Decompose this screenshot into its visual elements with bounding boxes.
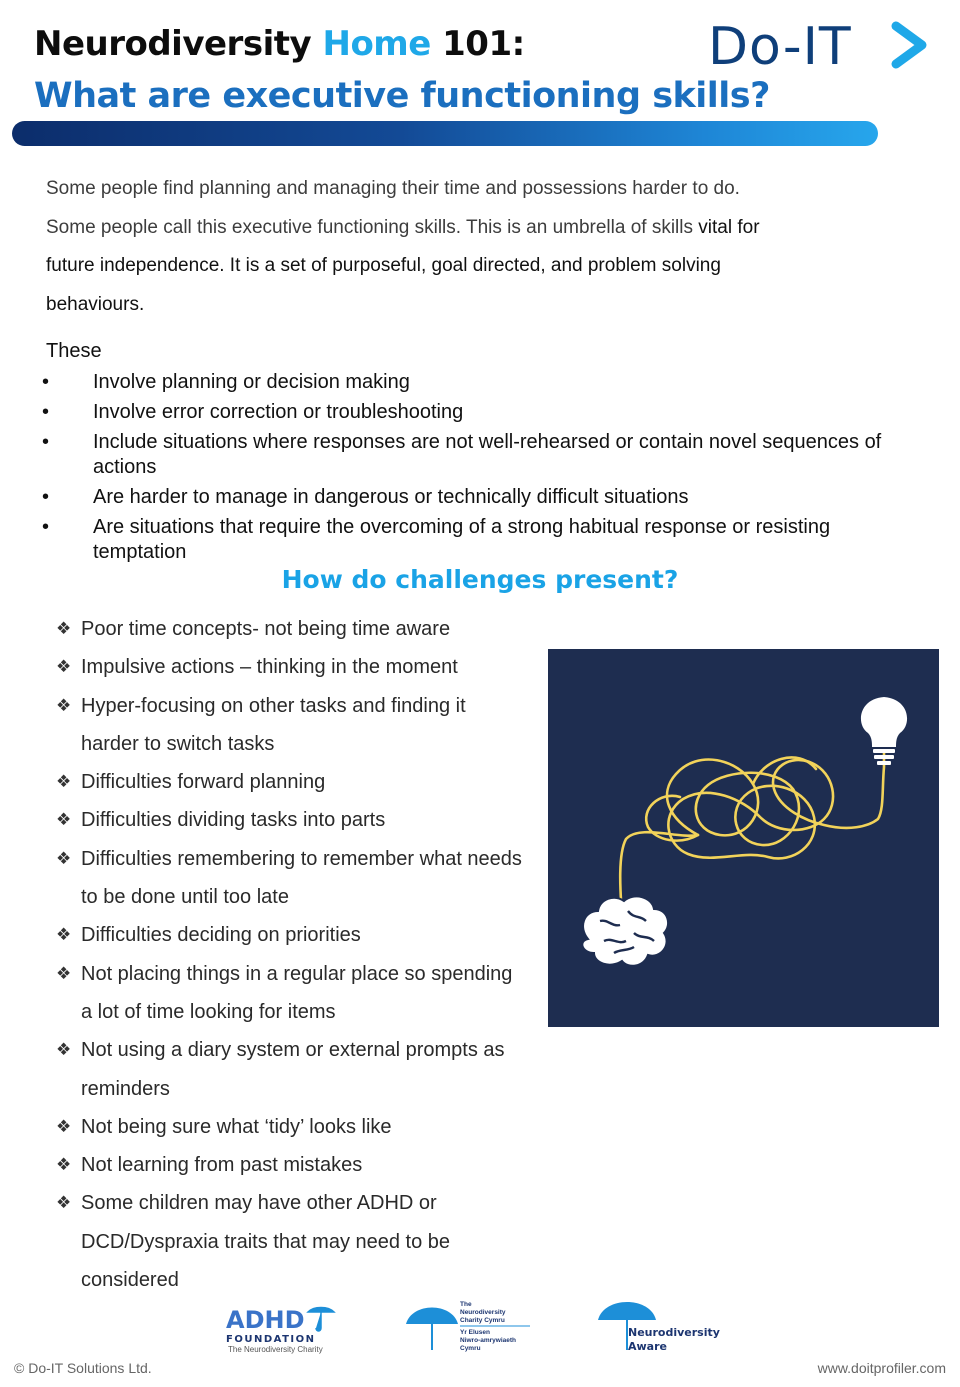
bullet-dot-icon: • bbox=[42, 431, 50, 453]
cymru-text: Charity Cymru bbox=[460, 1317, 505, 1324]
cymru-text: Neurodiversity bbox=[460, 1309, 506, 1316]
adhd-sub: FOUNDATION bbox=[226, 1334, 316, 1345]
bullet-dot-icon: • bbox=[42, 371, 50, 393]
aware-text: Neurodiversity bbox=[628, 1326, 720, 1339]
intro-line-part: Some people call this executive functioning skills. This is an umbrella of skills bbox=[46, 216, 699, 238]
diamond-bullet-icon: ❖ bbox=[56, 772, 72, 792]
list-item-text: Are harder to manage in dangerous or technically difficult situations bbox=[93, 486, 689, 508]
intro-line: future independence. It is a set of purposeful, goal directed, and problem solving bbox=[46, 255, 721, 276]
list-item bbox=[56, 610, 526, 648]
page-title bbox=[34, 24, 525, 64]
list-item bbox=[56, 763, 526, 801]
list-item-text: Involve error correction or troubleshooting bbox=[93, 401, 464, 423]
list-item bbox=[56, 1108, 526, 1146]
diamond-bullet-icon: ❖ bbox=[56, 1155, 72, 1175]
cymru-text: Cymru bbox=[460, 1345, 481, 1352]
intro-line bbox=[46, 209, 906, 248]
diamond-bullet-icon: ❖ bbox=[56, 619, 72, 638]
list-item bbox=[56, 840, 526, 917]
these-label: These bbox=[46, 340, 102, 362]
do-it-logo bbox=[708, 14, 930, 76]
cymru-text: Yr Elusen bbox=[460, 1329, 490, 1336]
logo-chevron-icon bbox=[896, 26, 922, 64]
bullet-dot-icon: • bbox=[42, 486, 50, 508]
footer-url[interactable]: www.doitprofiler.com bbox=[817, 1360, 946, 1376]
diamond-bullet-icon: ❖ bbox=[56, 1193, 72, 1213]
list-item bbox=[42, 370, 922, 395]
list-item bbox=[56, 1031, 526, 1108]
footer-copyright: © Do-IT Solutions Ltd. bbox=[14, 1360, 152, 1376]
intro-paragraph bbox=[46, 170, 906, 324]
cymru-text: Niwro-amrywiaeth bbox=[460, 1337, 516, 1344]
list-item bbox=[42, 400, 922, 425]
challenges-list bbox=[56, 610, 526, 1299]
list-item bbox=[56, 687, 526, 764]
list-item-text: Not using a diary system or external prompts as reminders bbox=[81, 1039, 505, 1100]
diamond-bullet-icon: ❖ bbox=[56, 848, 72, 868]
list-item-text: Poor time concepts- not being time aware bbox=[81, 618, 451, 640]
bullet-dot-icon: • bbox=[42, 516, 50, 538]
list-item-text: Are situations that require the overcoming of a strong habitual response or resisting temptation bbox=[93, 516, 831, 563]
diamond-bullet-icon: ❖ bbox=[56, 1040, 72, 1060]
list-item bbox=[42, 430, 922, 480]
cymru-text: The bbox=[460, 1301, 472, 1308]
challenges-heading: How do challenges present? bbox=[281, 565, 679, 594]
diamond-bullet-icon: ❖ bbox=[56, 810, 72, 830]
list-item bbox=[42, 515, 922, 565]
diamond-bullet-icon: ❖ bbox=[56, 695, 72, 715]
umbrella-icon bbox=[406, 1308, 458, 1325]
intro-line-part: vital for bbox=[698, 216, 760, 238]
diamond-bullet-icon: ❖ bbox=[56, 925, 72, 945]
title-part2: 101: bbox=[430, 24, 525, 64]
umbrella-icon bbox=[598, 1302, 656, 1320]
list-item-text: Not being sure what ‘tidy’ looks like bbox=[81, 1115, 392, 1138]
list-item-text: Involve planning or decision making bbox=[93, 371, 410, 393]
adhd-tag: The Neurodiversity Charity bbox=[228, 1345, 323, 1354]
neurodiversity-charity-cymru-logo bbox=[404, 1298, 536, 1356]
logo-text: Do-IT bbox=[708, 17, 852, 76]
list-item bbox=[56, 1184, 526, 1299]
title-part1: Neurodiversity bbox=[34, 24, 323, 64]
list-item-text: Not learning from past mistakes bbox=[81, 1154, 363, 1177]
list-item-text: Difficulties deciding on priorities bbox=[81, 924, 361, 947]
list-item-text: Not placing things in a regular place so spending a lot of time looking for items bbox=[81, 962, 513, 1023]
list-item-text: Some children may have other ADHD or DCD/Dyspraxia traits that may need to be considered bbox=[81, 1192, 451, 1292]
page-subtitle: What are executive functioning skills? bbox=[34, 76, 770, 116]
these-list bbox=[42, 370, 922, 570]
diamond-bullet-icon: ❖ bbox=[56, 963, 72, 983]
list-item-text: Include situations where responses are not well-rehearsed or contain novel sequences of actions bbox=[93, 431, 882, 478]
diamond-bullet-icon: ❖ bbox=[56, 1116, 72, 1136]
adhd-foundation-logo bbox=[224, 1304, 340, 1356]
list-item bbox=[56, 648, 526, 686]
neurodiversity-aware-logo bbox=[596, 1292, 722, 1356]
intro-line: Some people find planning and managing their time and possessions harder to do. bbox=[46, 178, 740, 199]
aware-text: Aware bbox=[628, 1340, 667, 1353]
adhd-name: ADHD bbox=[226, 1306, 305, 1334]
list-item-text: Impulsive actions – thinking in the moment bbox=[81, 656, 458, 679]
list-item-text: Difficulties dividing tasks into parts bbox=[81, 809, 386, 832]
bullet-dot-icon: • bbox=[42, 401, 50, 423]
title-accent: Home bbox=[322, 24, 431, 64]
list-item-text: Difficulties forward planning bbox=[81, 771, 326, 794]
list-item bbox=[56, 916, 526, 954]
list-item bbox=[56, 955, 526, 1032]
header-gradient-bar bbox=[12, 121, 878, 146]
list-item bbox=[56, 801, 526, 839]
diamond-bullet-icon: ❖ bbox=[56, 657, 72, 677]
list-item-text: Hyper-focusing on other tasks and finding it harder to switch tasks bbox=[81, 694, 466, 755]
brain-to-lightbulb-illustration bbox=[548, 649, 939, 1027]
list-item bbox=[56, 1146, 526, 1184]
intro-line: behaviours. bbox=[46, 293, 145, 315]
list-item-text: Difficulties remembering to remember what needs to be done until too late bbox=[81, 847, 522, 909]
umbrella-icon bbox=[308, 1308, 334, 1332]
list-item bbox=[42, 485, 922, 510]
